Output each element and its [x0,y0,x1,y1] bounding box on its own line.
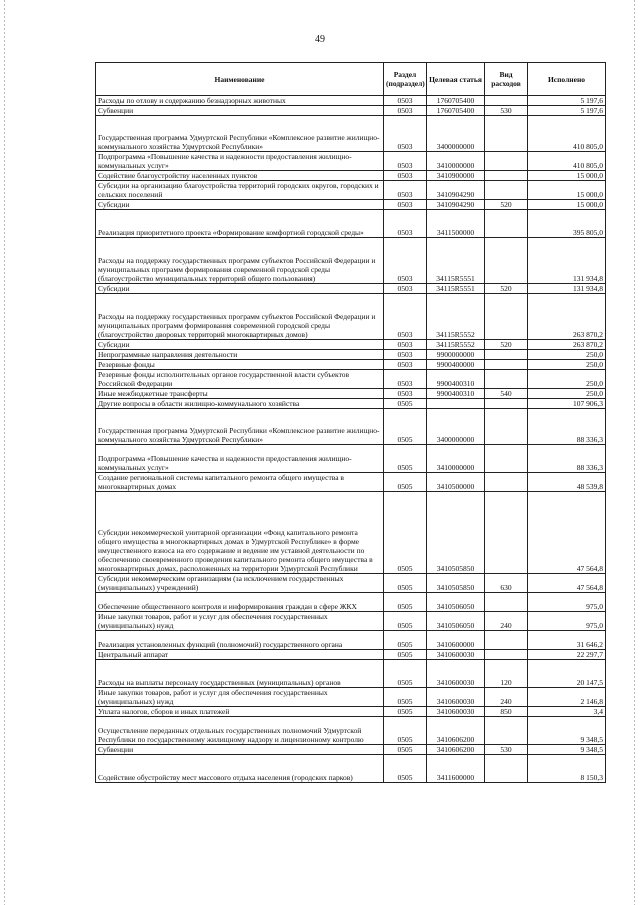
row-type-cell: 520 [485,200,528,210]
row-executed-cell: 15 000,0 [528,200,606,210]
row-type-cell: 530 [485,745,528,755]
header-type: Вид расходов [485,63,528,96]
row-name-cell: Субвенции [96,745,384,755]
row-name-cell: Создание региональной системы капитального ремонта общего имущества в многоквартирных домах [96,473,384,492]
table-row [96,294,606,340]
row-executed-cell: 263 870,2 [528,340,606,350]
row-section-cell: 0505 [384,631,427,650]
row-section-cell: 0503 [384,360,427,370]
row-name-cell: Субсидии [96,340,384,350]
table-row [96,660,606,688]
row-executed-cell: 2 146,8 [528,688,606,707]
row-name-cell: Расходы на выплаты персоналу государственных (муниципальных) органов [96,660,384,688]
row-target-cell: 3410904290 [427,181,485,200]
row-name-cell: Субвенции [96,106,384,116]
row-executed-cell: 8 150,3 [528,755,606,783]
row-executed-cell: 9 348,5 [528,717,606,745]
row-executed-cell: 22 297,7 [528,650,606,660]
header-executed: Исполнено [528,63,606,96]
row-section-cell: 0503 [384,340,427,350]
row-section-cell: 0505 [384,745,427,755]
row-type-cell: 630 [485,574,528,593]
row-target-cell: 9900400000 [427,360,485,370]
row-section-cell: 0505 [384,707,427,717]
row-type-cell [485,294,528,340]
row-target-cell [427,399,485,409]
row-name-cell: Подпрограмма «Повышение качества и надежности предоставления жилищно-коммунальных услуг» [96,445,384,473]
row-name-cell: Осуществление переданных отдельных государственных полномочий Удмуртской Республики по государственному жилищному надзору и лицензионному контролю [96,717,384,745]
row-executed-cell: 250,0 [528,370,606,389]
row-section-cell: 0505 [384,660,427,688]
row-executed-cell: 88 336,3 [528,445,606,473]
budget-execution-table [95,62,606,783]
row-section-cell: 0505 [384,492,427,574]
row-executed-cell: 20 147,5 [528,660,606,688]
row-name-cell: Резервные фонды исполнительных органов государственной власти субъектов Российской Федерации [96,370,384,389]
table-row [96,755,606,783]
table-body [96,96,606,783]
row-target-cell: 3410606200 [427,745,485,755]
row-section-cell: 0503 [384,116,427,152]
row-name-cell: Расходы на поддержку государственных программ субъектов Российской Федерации и муниципальных программ формирования современной городской среды (благоустройство дворовых территорий многоквартирных домов) [96,294,384,340]
scan-edge-left [4,0,5,905]
row-type-cell: 850 [485,707,528,717]
row-name-cell: Субсидии [96,284,384,294]
row-name-cell: Расходы на поддержку государственных программ субъектов Российской Федерации и муниципальных программ формирования современной городской среды (благоустройство муниципальных территорий общего пользования) [96,238,384,284]
row-target-cell: 3410900000 [427,171,485,181]
row-name-cell: Центральный аппарат [96,650,384,660]
row-section-cell: 0505 [384,650,427,660]
row-section-cell: 0503 [384,294,427,340]
row-executed-cell: 975,0 [528,593,606,612]
row-executed-cell: 395 805,0 [528,210,606,238]
row-section-cell: 0503 [384,171,427,181]
row-name-cell: Другие вопросы в области жилищно-коммунального хозяйства [96,399,384,409]
row-name-cell: Содействие обустройству мест массового отдыха населения (городских парков) [96,755,384,783]
table-row [96,399,606,409]
row-section-cell: 0503 [384,152,427,171]
row-section-cell: 0503 [384,350,427,360]
table-row [96,360,606,370]
row-executed-cell: 250,0 [528,350,606,360]
table-row [96,492,606,574]
row-target-cell: 3410600030 [427,650,485,660]
row-type-cell [485,473,528,492]
row-name-cell: Уплата налогов, сборов и иных платежей [96,707,384,717]
row-name-cell: Резервные фонды [96,360,384,370]
row-name-cell: Иные закупки товаров, работ и услуг для обеспечения государственных (муниципальных) нужд [96,688,384,707]
row-section-cell: 0505 [384,688,427,707]
table-row [96,152,606,171]
row-executed-cell: 47 564,8 [528,492,606,574]
row-target-cell: 9900400310 [427,389,485,399]
row-target-cell: 34115R5551 [427,284,485,294]
row-section-cell: 0503 [384,181,427,200]
row-name-cell: Субсидии на организацию благоустройства территорий городских округов, городских и сельских поселений [96,181,384,200]
row-target-cell: 3410600030 [427,707,485,717]
row-target-cell: 34115R5552 [427,340,485,350]
table-row [96,340,606,350]
row-target-cell: 3411600000 [427,755,485,783]
row-type-cell [485,631,528,650]
row-section-cell: 0505 [384,409,427,445]
table-row [96,238,606,284]
row-type-cell [485,445,528,473]
header-name: Наименование [96,63,384,96]
row-name-cell: Обеспечение общественного контроля и информирования граждан в сфере ЖКХ [96,593,384,612]
row-executed-cell: 975,0 [528,612,606,631]
table-row [96,574,606,593]
row-executed-cell: 263 870,2 [528,294,606,340]
row-executed-cell: 5 197,6 [528,96,606,106]
row-name-cell: Реализация приоритетного проекта «Формирование комфортной городской среды» [96,210,384,238]
row-target-cell: 9900400310 [427,370,485,389]
table-header-row [96,63,606,96]
row-type-cell: 520 [485,340,528,350]
row-target-cell: 9900000000 [427,350,485,360]
row-name-cell: Иные межбюджетные трансферты [96,389,384,399]
table-row [96,171,606,181]
row-section-cell: 0505 [384,473,427,492]
row-type-cell [485,717,528,745]
table-row [96,350,606,360]
table-row [96,181,606,200]
row-type-cell: 520 [485,284,528,294]
row-type-cell [485,399,528,409]
row-section-cell: 0503 [384,389,427,399]
row-type-cell [485,210,528,238]
row-type-cell [485,152,528,171]
row-executed-cell: 5 197,6 [528,106,606,116]
table-row [96,473,606,492]
row-executed-cell: 47 564,8 [528,574,606,593]
row-type-cell [485,350,528,360]
row-executed-cell: 107 906,3 [528,399,606,409]
row-type-cell: 120 [485,660,528,688]
table-row [96,688,606,707]
table-row [96,106,606,116]
row-type-cell [485,238,528,284]
row-type-cell [485,650,528,660]
table-row [96,745,606,755]
table-row [96,370,606,389]
row-name-cell: Субсидии [96,200,384,210]
row-target-cell: 3400000000 [427,409,485,445]
row-target-cell: 3410500000 [427,473,485,492]
row-type-cell [485,116,528,152]
row-name-cell: Реализация установленных функций (полномочий) государственного органа [96,631,384,650]
row-target-cell: 34115R5552 [427,294,485,340]
row-target-cell: 3411500000 [427,210,485,238]
row-target-cell: 1760705400 [427,96,485,106]
row-section-cell: 0503 [384,370,427,389]
header-section: Раздел (подраздел) [384,63,427,96]
row-type-cell [485,755,528,783]
row-name-cell: Государственная программа Удмуртской Республики «Комплексное развитие жилищно-коммунального хозяйства Удмуртской Республики» [96,409,384,445]
row-section-cell: 0503 [384,284,427,294]
row-target-cell: 3410000000 [427,152,485,171]
scan-edge-right [634,0,635,905]
row-executed-cell: 410 805,0 [528,116,606,152]
budget-table-wrapper [95,62,605,783]
row-executed-cell: 250,0 [528,389,606,399]
row-section-cell: 0505 [384,717,427,745]
row-target-cell: 3410506050 [427,593,485,612]
row-type-cell: 240 [485,612,528,631]
row-section-cell: 0505 [384,445,427,473]
row-target-cell: 3400000000 [427,116,485,152]
row-type-cell: 240 [485,688,528,707]
row-type-cell [485,492,528,574]
table-row [96,612,606,631]
row-target-cell: 1760705400 [427,106,485,116]
page-number: 49 [315,34,325,45]
row-executed-cell: 15 000,0 [528,171,606,181]
row-type-cell [485,593,528,612]
row-target-cell: 3410505850 [427,574,485,593]
row-name-cell: Содействие благоустройству населенных пунктов [96,171,384,181]
row-executed-cell: 9 348,5 [528,745,606,755]
row-target-cell: 3410600000 [427,631,485,650]
row-section-cell: 0503 [384,106,427,116]
header-target: Целевая статья [427,63,485,96]
row-executed-cell: 31 646,2 [528,631,606,650]
table-row [96,631,606,650]
row-type-cell [485,409,528,445]
table-row [96,96,606,106]
row-executed-cell: 88 336,3 [528,409,606,445]
row-target-cell: 3410506050 [427,612,485,631]
table-row [96,409,606,445]
row-section-cell: 0503 [384,238,427,284]
row-type-cell: 530 [485,106,528,116]
table-row [96,717,606,745]
row-section-cell: 0503 [384,200,427,210]
row-target-cell: 3410904290 [427,200,485,210]
row-executed-cell: 3,4 [528,707,606,717]
row-type-cell [485,171,528,181]
row-type-cell: 540 [485,389,528,399]
row-executed-cell: 131 934,8 [528,238,606,284]
row-type-cell [485,181,528,200]
row-target-cell: 3410505850 [427,492,485,574]
row-section-cell: 0505 [384,612,427,631]
table-row [96,200,606,210]
row-type-cell [485,370,528,389]
table-row [96,445,606,473]
row-name-cell: Иные закупки товаров, работ и услуг для обеспечения государственных (муниципальных) нужд [96,612,384,631]
row-name-cell: Расходы по отлову и содержанию безнадзорных животных [96,96,384,106]
row-executed-cell: 15 000,0 [528,181,606,200]
row-section-cell: 0505 [384,399,427,409]
row-section-cell: 0505 [384,593,427,612]
row-name-cell: Субсидии некоммерческой унитарной организации «Фонд капитального ремонта общего имущества в многоквартирных домах в Удмуртской Республике» в форме имущественного взноса на его содержание и ведение им уставной деятельности по обеспечению своевременного проведения капитального ремонта общего имущества в многоквартирных домах, расположенных на территории Удмуртской Республики [96,492,384,574]
row-section-cell: 0503 [384,96,427,106]
row-executed-cell: 410 805,0 [528,152,606,171]
table-row [96,284,606,294]
table-row [96,210,606,238]
row-target-cell: 3410000000 [427,445,485,473]
table-row [96,116,606,152]
row-target-cell: 3410606200 [427,717,485,745]
row-name-cell: Подпрограмма «Повышение качества и надежности предоставления жилищно-коммунальных услуг» [96,152,384,171]
row-executed-cell: 131 934,8 [528,284,606,294]
row-name-cell: Государственная программа Удмуртской Республики «Комплексное развитие жилищно-коммунального хозяйства Удмуртской Республики» [96,116,384,152]
row-target-cell: 3410600030 [427,660,485,688]
row-name-cell: Субсидии некоммерческим организациям (за исключением государственных (муниципальных) учреждений) [96,574,384,593]
row-type-cell [485,96,528,106]
row-type-cell [485,360,528,370]
row-executed-cell: 48 539,8 [528,473,606,492]
row-section-cell: 0503 [384,210,427,238]
row-target-cell: 34115R5551 [427,238,485,284]
row-section-cell: 0505 [384,755,427,783]
row-target-cell: 3410600030 [427,688,485,707]
table-row [96,650,606,660]
row-executed-cell: 250,0 [528,360,606,370]
row-section-cell: 0505 [384,574,427,593]
table-row [96,593,606,612]
table-row [96,389,606,399]
row-name-cell: Непрограммные направления деятельности [96,350,384,360]
table-row [96,707,606,717]
